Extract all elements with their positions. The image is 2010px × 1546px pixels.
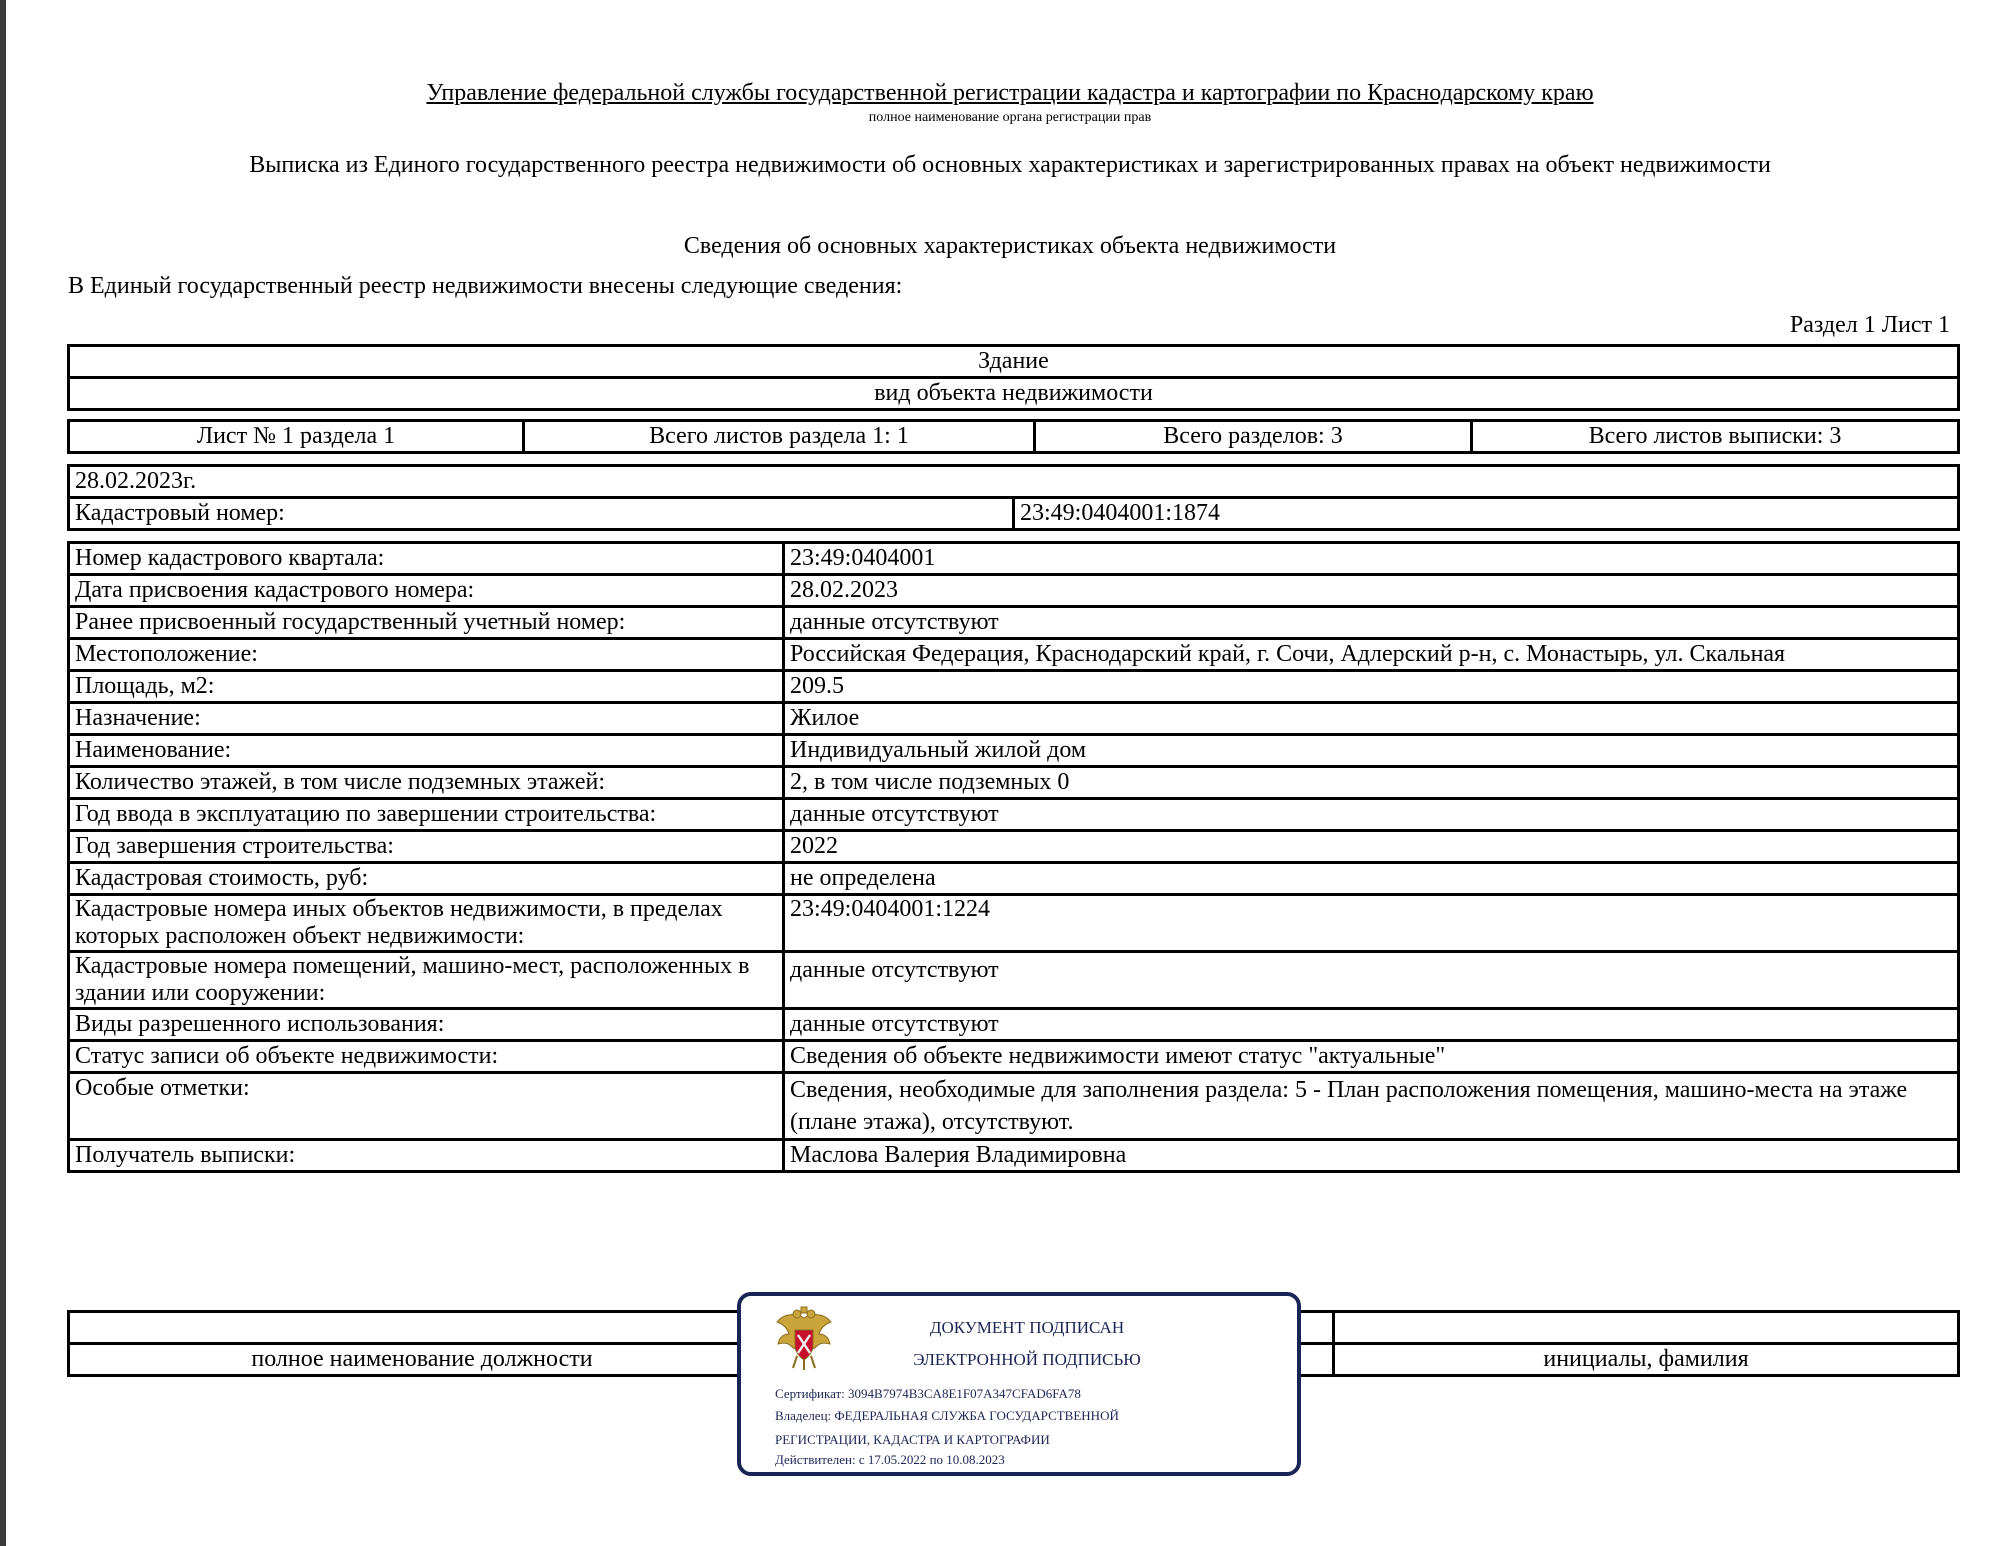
row-label: Год ввода в эксплуатацию по завершении строительства: — [69, 799, 784, 831]
table-row — [69, 863, 1959, 895]
cadastral-number-table — [67, 464, 1960, 531]
row-label: Дата присвоения кадастрового номера: — [69, 575, 784, 607]
stamp-owner-line1: Владелец: ФЕДЕРАЛЬНАЯ СЛУЖБА ГОСУДАРСТВЕННОЙ — [775, 1408, 1119, 1423]
row-value: данные отсутствуют — [784, 799, 1959, 831]
row-label: Статус записи об объекте недвижимости: — [69, 1041, 784, 1073]
row-value: 23:49:0404001:1224 — [784, 895, 1959, 952]
table-row — [69, 735, 1959, 767]
position-cell — [69, 1312, 776, 1344]
stamp-title-line1: ДОКУМЕНТ ПОДПИСАН — [929, 1318, 1125, 1337]
stamp-certificate: Сертификат: 3094B7974B3CA8E1F07A347CFAD6FA78 — [775, 1386, 1081, 1401]
row-label: Площадь, м2: — [69, 671, 784, 703]
row-value: 209.5 — [784, 671, 1959, 703]
row-label: Кадастровые номера помещений, машино-мест, расположенных в здании или сооружении: — [69, 952, 784, 1009]
row-label: Кадастровые номера иных объектов недвижимости, в пределах которых расположен объект недвижимости: — [69, 895, 784, 952]
intro-text: В Единый государственный реестр недвижимости внесены следующие сведения: — [68, 273, 903, 299]
registration-authority-name: Управление федеральной службы государственной регистрации кадастра и картографии по Краснодарскому краю — [426, 80, 1594, 106]
row-label: Ранее присвоенный государственный учетный номер: — [69, 607, 784, 639]
table-row — [69, 952, 1959, 1009]
sheet-info-table — [67, 419, 1960, 454]
row-label: Особые отметки: — [69, 1073, 784, 1140]
table-row — [69, 543, 1959, 575]
section-title: Сведения об основных характеристиках объекта недвижимости — [683, 233, 1337, 259]
row-value: Маслова Валерия Владимировна — [784, 1140, 1959, 1172]
position-caption: полное наименование должности — [69, 1344, 776, 1376]
document-title: Выписка из Единого государственного реестра недвижимости об основных характеристиках и зарегистрированных правах на объект недвижимости — [249, 152, 1771, 178]
row-value: Сведения об объекте недвижимости имеют статус "актуальные" — [784, 1041, 1959, 1073]
table-row — [69, 671, 1959, 703]
row-value: Российская Федерация, Краснодарский край, г. Сочи, Адлерский р-н, с. Монастырь, ул. Скальная — [784, 639, 1959, 671]
cadastral-number-value: 23:49:0404001:1874 — [1014, 498, 1959, 530]
table-row — [69, 1009, 1959, 1041]
row-label: Местоположение: — [69, 639, 784, 671]
row-label: Год завершения строительства: — [69, 831, 784, 863]
table-row — [69, 703, 1959, 735]
total-sections: Всего разделов: 3 — [1035, 421, 1472, 453]
extract-date: 28.02.2023г. — [69, 466, 1959, 498]
table-row — [69, 1041, 1959, 1073]
table-row — [69, 767, 1959, 799]
object-type-caption: вид объекта недвижимости — [69, 378, 1959, 410]
table-row — [69, 575, 1959, 607]
row-value: Сведения, необходимые для заполнения раздела: 5 - План расположения помещения, машино-места на этаже (плане этажа), отсутствуют. — [784, 1073, 1959, 1140]
name-caption: инициалы, фамилия — [1334, 1344, 1959, 1376]
total-sheets: Всего листов выписки: 3 — [1472, 421, 1959, 453]
table-row — [69, 639, 1959, 671]
name-cell — [1334, 1312, 1959, 1344]
characteristics-table — [67, 541, 1960, 1173]
row-value: 2, в том числе подземных 0 — [784, 767, 1959, 799]
table-row — [69, 1073, 1959, 1140]
row-label: Наименование: — [69, 735, 784, 767]
table-row — [69, 607, 1959, 639]
row-label: Номер кадастрового квартала: — [69, 543, 784, 575]
object-type-table — [67, 344, 1960, 411]
row-value: не определена — [784, 863, 1959, 895]
row-value: данные отсутствуют — [784, 1009, 1959, 1041]
sheet-number: Лист № 1 раздела 1 — [69, 421, 524, 453]
row-label: Получатель выписки: — [69, 1140, 784, 1172]
row-label: Виды разрешенного использования: — [69, 1009, 784, 1041]
row-value: Жилое — [784, 703, 1959, 735]
row-value: 28.02.2023 — [784, 575, 1959, 607]
stamp-validity: Действителен: с 17.05.2022 по 10.08.2023 — [775, 1452, 1005, 1467]
stamp-title-line2: ЭЛЕКТРОННОЙ ПОДПИСЬЮ — [913, 1350, 1141, 1369]
row-value: данные отсутствуют — [784, 952, 1959, 1009]
stamp-owner-line2: РЕГИСТРАЦИИ, КАДАСТРА И КАРТОГРАФИИ — [775, 1432, 1050, 1447]
section-sheet-label: Раздел 1 Лист 1 — [1789, 312, 1950, 338]
electronic-signature-stamp — [737, 1292, 1301, 1476]
row-value: данные отсутствуют — [784, 607, 1959, 639]
total-sheets-section: Всего листов раздела 1: 1 — [524, 421, 1035, 453]
table-row — [69, 1140, 1959, 1172]
table-row — [69, 895, 1959, 952]
row-label: Кадастровая стоимость, руб: — [69, 863, 784, 895]
cadastral-number-label: Кадастровый номер: — [69, 498, 1014, 530]
row-label: Количество этажей, в том числе подземных этажей: — [69, 767, 784, 799]
table-row — [69, 831, 1959, 863]
table-row — [69, 799, 1959, 831]
row-value: 2022 — [784, 831, 1959, 863]
row-label: Назначение: — [69, 703, 784, 735]
row-value: Индивидуальный жилой дом — [784, 735, 1959, 767]
registration-authority-caption: полное наименование органа регистрации прав — [868, 110, 1152, 125]
object-type: Здание — [69, 346, 1959, 378]
row-value: 23:49:0404001 — [784, 543, 1959, 575]
